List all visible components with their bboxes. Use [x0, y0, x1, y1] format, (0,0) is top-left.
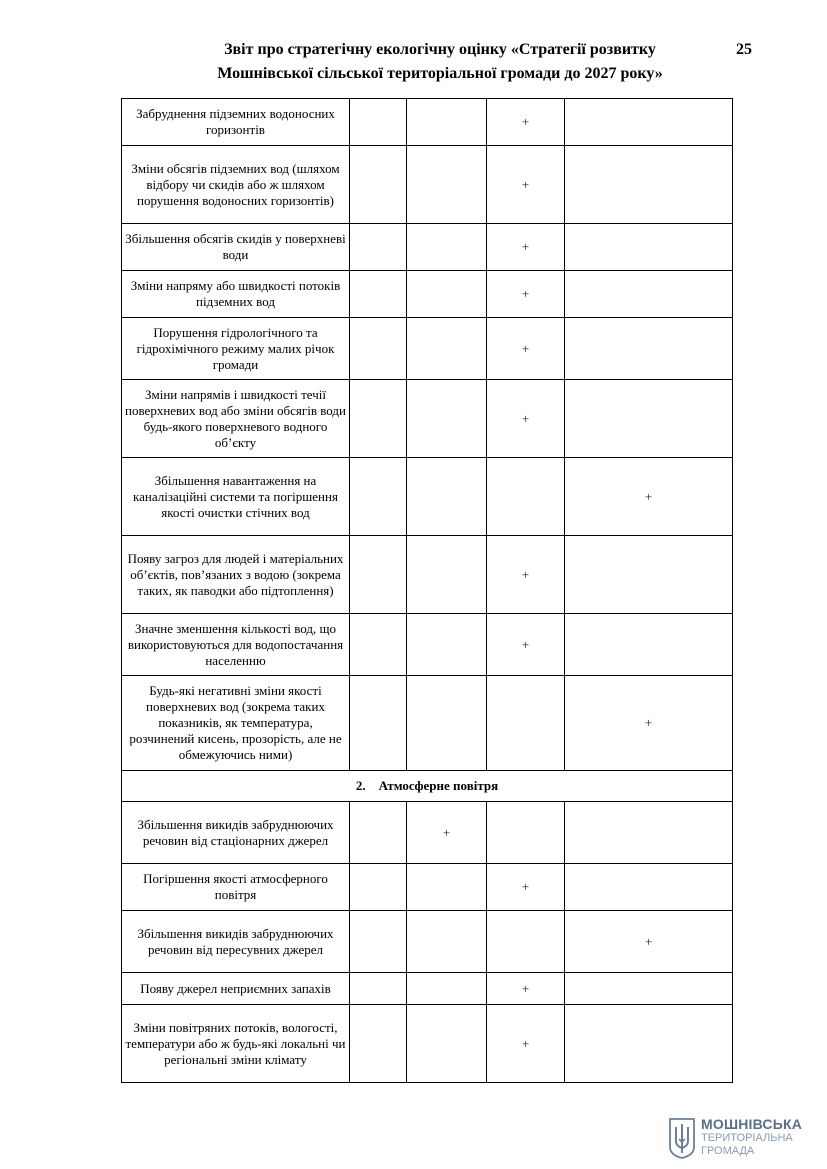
impact-cell: +: [487, 536, 565, 614]
row-description: Збільшення викидів забруднюючих речовин від пересувних джерел: [122, 911, 350, 973]
impact-cell: +: [487, 224, 565, 271]
impact-cell: [565, 536, 733, 614]
impact-cell: +: [487, 614, 565, 676]
impact-cell: [407, 146, 487, 224]
impact-cell: [565, 380, 733, 458]
impact-cell: [350, 380, 407, 458]
impact-cell: +: [487, 146, 565, 224]
table-row: [122, 676, 733, 771]
impact-cell: [350, 458, 407, 536]
logo-subtitle-2: ГРОМАДА: [701, 1145, 755, 1157]
impact-cell: +: [565, 676, 733, 771]
table-row: [122, 864, 733, 911]
impact-cell: +: [487, 380, 565, 458]
impact-cell: [350, 271, 407, 318]
row-description: Появу загроз для людей і матеріальних об’єктів, пов’язаних з водою (зокрема таких, як паводки або підтоплення): [122, 536, 350, 614]
header-title-line1: Звіт про стратегічну екологічну оцінку «Стратегії розвитку: [224, 41, 656, 58]
impact-cell: [565, 802, 733, 864]
impact-cell: [565, 224, 733, 271]
impact-cell: [487, 458, 565, 536]
table-row: [122, 271, 733, 318]
table-row: [122, 911, 733, 973]
impact-cell: [407, 676, 487, 771]
impact-cell: [350, 864, 407, 911]
table-row: [122, 380, 733, 458]
page-number: 25: [736, 41, 752, 58]
row-description: Збільшення обсягів скидів у поверхневі води: [122, 224, 350, 271]
table-row: [122, 224, 733, 271]
logo-title: МОШНІВСЬКА: [701, 1116, 803, 1132]
impact-cell: +: [487, 271, 565, 318]
row-description: Зміни напряму або швидкості потоків підземних вод: [122, 271, 350, 318]
impact-cell: +: [565, 911, 733, 973]
row-description: Будь-які негативні зміни якості поверхневих вод (зокрема таких показників, як температура, розчинений кисень, прозорість, але не обмежуючись ними): [122, 676, 350, 771]
impact-cell: +: [407, 802, 487, 864]
impact-cell: [350, 1005, 407, 1083]
row-description: Зміни обсягів підземних вод (шляхом відбору чи скидів або ж шляхом порушення водоносних горизонтів): [122, 146, 350, 224]
impact-cell: [565, 973, 733, 1005]
table-row: [122, 614, 733, 676]
impact-cell: [565, 1005, 733, 1083]
table-row: [122, 318, 733, 380]
impact-cell: +: [487, 1005, 565, 1083]
impact-cell: [407, 99, 487, 146]
impact-cell: [407, 271, 487, 318]
community-logo: [668, 1116, 818, 1160]
impact-cell: [565, 318, 733, 380]
table-row: [122, 99, 733, 146]
impact-cell: +: [487, 99, 565, 146]
section-heading-row: [122, 771, 733, 802]
impact-cell: [565, 614, 733, 676]
impact-cell: [407, 318, 487, 380]
trident-emblem-icon: [668, 1117, 696, 1159]
table-row: [122, 973, 733, 1005]
impact-cell: [407, 1005, 487, 1083]
logo-subtitle-1: ТЕРИТОРІАЛЬНА: [701, 1132, 793, 1144]
impact-cell: [565, 146, 733, 224]
impact-cell: [407, 864, 487, 911]
table-row: [122, 458, 733, 536]
impact-cell: [407, 536, 487, 614]
impact-cell: [407, 380, 487, 458]
impact-cell: [350, 676, 407, 771]
impact-cell: +: [565, 458, 733, 536]
row-description: Значне зменшення кількості вод, що використовуються для водопостачання населенню: [122, 614, 350, 676]
row-description: Появу джерел неприємних запахів: [122, 973, 350, 1005]
impact-cell: [487, 911, 565, 973]
document-header: [150, 38, 730, 86]
section-title: Атмосферне повітря: [378, 778, 499, 793]
section-number: 2.: [355, 778, 366, 793]
impact-cell: [350, 536, 407, 614]
table-row: [122, 146, 733, 224]
table-row: [122, 802, 733, 864]
header-title-line2: Мошнівської сільської територіальної громади до 2027 року»: [217, 65, 663, 82]
impact-cell: [350, 911, 407, 973]
row-description: Збільшення викидів забруднюючих речовин від стаціонарних джерел: [122, 802, 350, 864]
impact-cell: [407, 458, 487, 536]
impact-cell: +: [487, 973, 565, 1005]
assessment-table: [121, 98, 733, 1083]
section-heading: [122, 771, 733, 802]
impact-cell: [487, 802, 565, 864]
impact-cell: [350, 99, 407, 146]
row-description: Забруднення підземних водоносних горизонтів: [122, 99, 350, 146]
impact-cell: [565, 271, 733, 318]
row-description: Зміни напрямів і швидкості течії поверхневих вод або зміни обсягів води будь-якого поверхневого водного об’єкту: [122, 380, 350, 458]
row-description: Погіршення якості атмосферного повітря: [122, 864, 350, 911]
impact-cell: [350, 973, 407, 1005]
impact-cell: [487, 676, 565, 771]
impact-cell: [407, 911, 487, 973]
row-description: Збільшення навантаження на каналізаційні системи та погіршення якості очистки стічних вод: [122, 458, 350, 536]
table-row: [122, 1005, 733, 1083]
impact-cell: [565, 864, 733, 911]
impact-cell: [407, 614, 487, 676]
impact-cell: [350, 614, 407, 676]
row-description: Зміни повітряних потоків, вологості, температури або ж будь-які локальні чи регіональні зміни клімату: [122, 1005, 350, 1083]
impact-cell: [565, 99, 733, 146]
impact-cell: [350, 802, 407, 864]
impact-cell: [350, 318, 407, 380]
row-description: Порушення гідрологічного та гідрохімічного режиму малих річок громади: [122, 318, 350, 380]
impact-cell: [407, 224, 487, 271]
impact-cell: [407, 973, 487, 1005]
impact-cell: +: [487, 864, 565, 911]
impact-cell: [350, 224, 407, 271]
table-row: [122, 536, 733, 614]
impact-cell: +: [487, 318, 565, 380]
impact-cell: [350, 146, 407, 224]
